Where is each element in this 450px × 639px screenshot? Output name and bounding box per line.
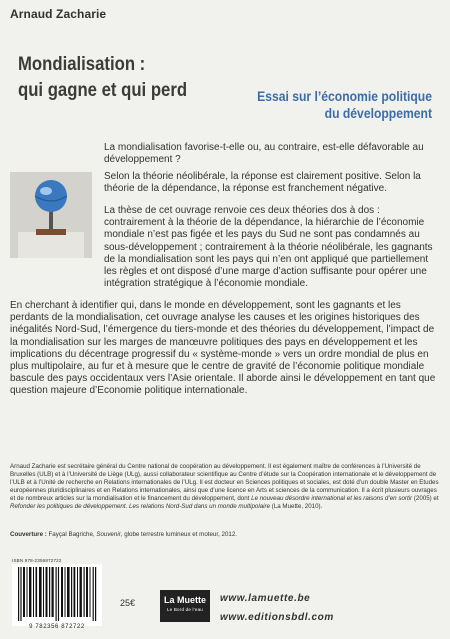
subtitle-line-2: du développement — [324, 106, 432, 121]
book-subtitle — [198, 88, 432, 122]
bio-text-2: (2005) et — [412, 495, 439, 503]
credit-work: Souvenir — [96, 531, 121, 538]
publisher-tagline: Le Bord de l’eau — [167, 607, 203, 612]
bio-book-2: Refonder les politiques de développement. Les relations Nord-Sud dans un monde multipolaire — [10, 503, 271, 511]
credit-label: Couverture : — [10, 531, 47, 538]
publisher-name: La Muette — [163, 595, 206, 605]
title-line-1: Mondialisation : — [18, 54, 146, 75]
globe-sculpture-illustration — [10, 172, 92, 258]
publisher-url-2[interactable]: www.editionsbdl.com — [220, 612, 334, 623]
isbn-label: ISBN 978-2356872722 — [12, 558, 62, 563]
author-name: Arnaud Zacharie — [10, 7, 107, 21]
intro-paragraph: La mondialisation favorise-t-elle ou, au contraire, est-elle défavorable au développement ? — [104, 142, 424, 166]
bio-text-3: (La Muette, 2010). — [270, 503, 323, 511]
theories-paragraph: Selon la théorie néolibérale, la réponse est clairement positive. Selon la théorie de la dépendance, la réponse est franchement négative. — [104, 171, 421, 195]
publisher-url-1[interactable]: www.lamuette.be — [220, 593, 311, 604]
thesis-paragraph-part — [104, 205, 440, 290]
price: 25€ — [120, 598, 136, 608]
bio-book-1: Le nouveau désordre international et les raisons d’en sortir — [251, 495, 413, 503]
bio-text-1: Arnaud Zacharie est secrétaire général du Centre national de coopération au développement. Il est également maître de conférences à l’Université de Bruxelles (ULB) et à l’Université de Liège (ULg), aussi collaborateur scientifique au Centre d’étude sur la Coopération internationale et le développement de l’ULB et à l’Unité de recherche en Relations internationales de l’ULg. Il est docteur en Sciences politiques et sociales, est doté d’un double Master en Etudes européennes pluridisciplinaires et en Relations internationales, ainsi que d’une licence en Arts et sciences de la communication. Il a écrit plusieurs ouvrages et de nombreux articles sur la mondialisation et le financement du développement, dont — [10, 463, 439, 503]
cover-artwork-thumbnail — [10, 172, 92, 258]
author-bio — [10, 463, 440, 512]
credit-artist: Fayçal Bagriche, — [46, 531, 97, 538]
barcode-bars — [12, 564, 102, 622]
barcode — [12, 564, 102, 626]
subtitle-line-1: Essai sur l’économie politique — [257, 89, 432, 104]
title-line-2: qui gagne et qui perd — [18, 80, 188, 101]
cover-credit — [10, 531, 440, 539]
credit-details: , globe terrestre lumineux et moteur, 2012. — [120, 531, 238, 538]
thesis-text: La thèse de cet ouvrage renvoie ces deux théories dos à dos : contrairement à la théorie de la dépendance, la hiérarchie de l’économie mondiale n’est pas figée et les pays du Sud ne sont pas condamnés au sous-développement ; contrairement à la théorie néolibérale, les gagnants de la mondialisation sont les pays qui n’en ont appliqué que partiellement les règles et ont disposé d’une marge d’action suffisante pour opérer une intégration stratégique à l’économie mondiale. — [104, 205, 433, 290]
analysis-paragraph: En cherchant à identifier qui, dans le monde en développement, sont les gagnants et les perdants de la mondialisation, cet ouvrage analyse les causes et les origines historiques des inégalités Nord-Sud, l’émergence du tiers-monde et des théories du développement, l’impact de la mondialisation sur les marges de manœuvre politiques des pays en développement et les implications du décentrage progressif du « système-monde » vers un ordre mondial de plus en plus multipolaire, au fur et à mesure que le centre de gravité de l’économie politique mondiale bascule des pays occidentaux vers l’Asie orientale. Il aborde ainsi le développement en tant que question majeure d’Economie politique internationale. — [10, 300, 436, 397]
book-title — [18, 52, 187, 104]
publisher-logo — [160, 590, 210, 622]
barcode-number: 9 782356 872722 — [29, 624, 85, 630]
